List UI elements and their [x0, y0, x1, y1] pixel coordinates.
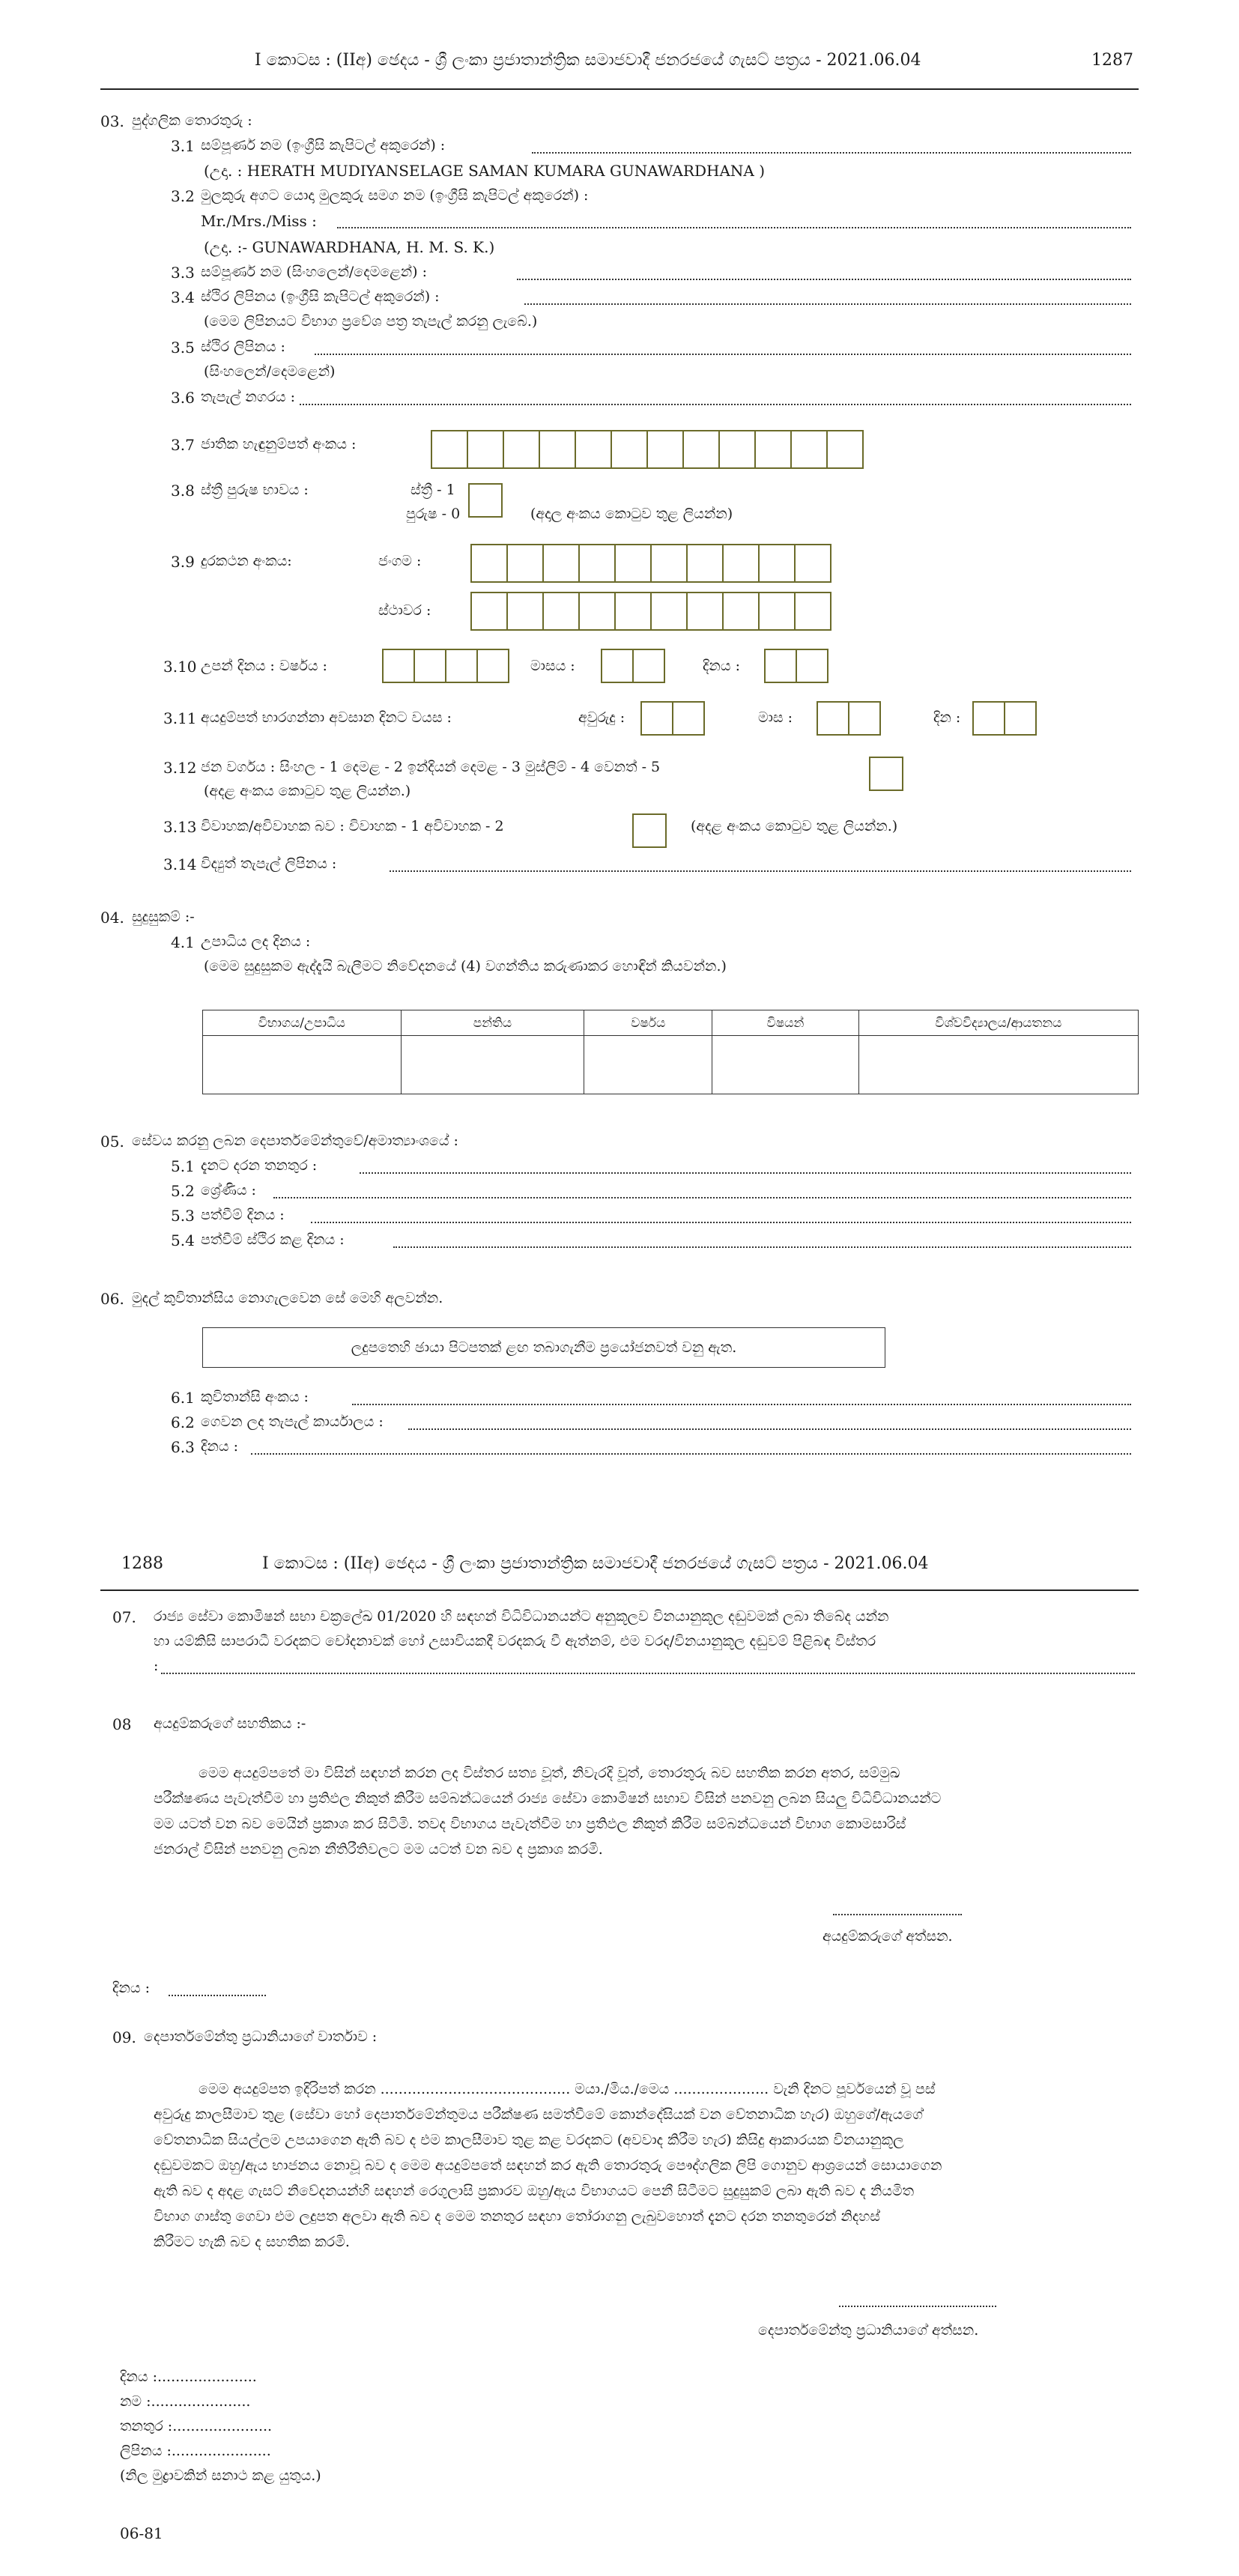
section-07-line1: රාජ්‍ය සේවා කොමිෂන් සභා චක්‍රලේඛ 01/2020 හි සඳහන් විධිවිධානයන්ට අනුකූලව විනයානුකූල දඬුවමක් ලබා තිබේද යන්න [154, 1608, 889, 1625]
item-3-6-number: 3.6 [171, 389, 195, 407]
item-3-6-label: තැපැල් නගරය : [201, 389, 296, 405]
birth-day-digit-box[interactable] [764, 649, 797, 683]
page2-header-title: I කොටස : (IIඅ) ඡෙදය - ශ්‍රී ලංකා ප්‍රජාතාන්ත්‍රික සමාජවාදී ජනරජයේ ගැසට් පත්‍රය - 2021.06.04 [262, 1554, 929, 1573]
age-months-label: මාස : [758, 709, 793, 726]
item-3-2-label: මුලකුරු අගට යොදා මුලකුරු සමග නම (ඉංග්‍රීසි කැපිටල් අකුරෙන්) : [201, 187, 589, 204]
fixed-digit-box[interactable] [542, 592, 580, 631]
qualifications-table [202, 1010, 1139, 1094]
item-5-4-number: 5.4 [171, 1231, 195, 1249]
item-3-10-number: 3.10 [163, 658, 197, 676]
item-3-12-label: ජන වර්ගය : සිංහල - 1 දෙමළ - 2 ඉන්දියන් දෙමළ - 3 මුස්ලිම් - 4 වෙනත් - 5 [201, 759, 661, 775]
page2-number: 1288 [121, 1554, 163, 1573]
item-6-2-label: ගෙවන ලද තැපැල් කාර්යාලය : [201, 1413, 384, 1430]
item-3-3-label: සම්පූර්ණ නම (සිංහලෙන්/දෙමළෙන්) : [201, 264, 428, 280]
item-5-2-label: ශ්‍රේණිය : [201, 1182, 256, 1198]
item-3-7-label: ජාතික හැඳුනුම්පත් අංකය : [201, 436, 357, 452]
full-name-english-field[interactable] [532, 152, 1131, 154]
age-days-label: දින : [933, 709, 961, 726]
item-5-1-label: දැනට දරන තනතුර : [201, 1157, 318, 1174]
birth-year-digit-box[interactable] [413, 649, 446, 683]
nic-digit-box[interactable] [611, 430, 648, 469]
mobile-label: ජංගම : [378, 553, 422, 569]
fixed-digit-box[interactable] [686, 592, 724, 631]
applicant-signature-field[interactable] [833, 1914, 962, 1915]
header-year: වර්ෂය [584, 1010, 712, 1036]
item-3-7-number: 3.7 [171, 436, 195, 454]
fixed-digit-box[interactable] [470, 592, 508, 631]
item-6-1-number: 6.1 [171, 1389, 195, 1407]
cell-class[interactable] [401, 1036, 584, 1094]
footer-post-field[interactable]: තනතුර :...................... [120, 2418, 273, 2434]
postal-town-field[interactable] [300, 404, 1131, 405]
footer-date-field[interactable]: දිනය :...................... [120, 2369, 257, 2385]
marital-status-code-box[interactable] [632, 813, 667, 848]
cell-year[interactable] [584, 1036, 712, 1094]
item-3-10-label: උපන් දිනය : වර්ෂය : [201, 658, 327, 674]
item-3-8-note: (අදාල අංකය කොටුව තුළ ලියන්න) [530, 506, 733, 522]
cell-exam-degree[interactable] [203, 1036, 402, 1094]
mobile-digit-box[interactable] [650, 544, 688, 583]
item-3-2-title-prefix: Mr./Mrs./Miss : [201, 212, 317, 230]
header-rule [100, 88, 1139, 90]
item-4-1-number: 4.1 [171, 933, 195, 951]
section-05-number: 05. [100, 1133, 124, 1151]
age-years-label: අවුරුදු : [578, 709, 625, 726]
mobile-digit-box[interactable] [686, 544, 724, 583]
birth-year-digit-box[interactable] [445, 649, 478, 683]
confirmation-date-field[interactable] [393, 1246, 1131, 1248]
gender-female-code: ස්ත්‍රී - 1 [411, 482, 455, 498]
header-university-institute: විශ්වවිද්‍යාලය/ආයතනය [858, 1010, 1138, 1036]
mobile-digit-box[interactable] [758, 544, 796, 583]
nic-digit-box[interactable] [467, 430, 504, 469]
item-3-5-label: ස්ථිර ලිපිනය : [201, 339, 285, 355]
birth-year-digit-box[interactable] [382, 649, 415, 683]
item-3-9-number: 3.9 [171, 553, 195, 571]
name-with-initials-field[interactable] [337, 227, 1131, 228]
declaration-line-3: මම යටත් වන බව මෙයින් ප්‍රකාශ කර සිටිමි. තවද විභාගය පැවැත්වීම හා ප්‍රතිඵල නිකුත් කිරීම සම්බන්ධයෙන් විභාග කොමසාරිස් [154, 1816, 906, 1832]
qualifications-table-entry-row[interactable] [203, 1036, 1139, 1094]
section-06-title: මුදල් කුවිතාන්සිය නොගැලවෙන සේ මෙහි අලවන්න. [132, 1290, 443, 1306]
report-line-1: මෙම අයදුම්පත ඉදිරිපත් කරන .......................................... මයා./මිය./මෙය ..................... වැනි දිනට පූර්වයෙන් වූ පස් [199, 2081, 936, 2097]
age-days-digit-box[interactable] [972, 701, 1005, 736]
ethnicity-code-box[interactable] [869, 757, 903, 791]
nic-digit-box[interactable] [826, 430, 864, 469]
item-5-2-number: 5.2 [171, 1182, 195, 1200]
footer-address-field[interactable]: ලිපිනය :...................... [120, 2443, 271, 2459]
nic-digit-box[interactable] [754, 430, 792, 469]
page-header-title: I කොටස : (IIඅ) ඡෙදය - ශ්‍රී ලංකා ප්‍රජාතාන්ත්‍රික සමාජවාදී ජනරජයේ ගැසට් පත්‍රය - 2021.06.04 [255, 51, 921, 70]
birth-month-digit-box[interactable] [601, 649, 634, 683]
item-3-13-note: (අදළ අංකය කොටුව තුළ ලියන්න.) [691, 818, 898, 834]
page2-header-rule [100, 1589, 1139, 1591]
email-field[interactable] [390, 870, 1131, 872]
mobile-digit-box[interactable] [470, 544, 508, 583]
item-3-5-note: (සිංහලෙන්/දෙමළෙන්) [204, 363, 336, 380]
appointment-date-field[interactable] [311, 1222, 1131, 1223]
section-07-line2: හා යම්කිසි සාපරාධී වරදකට චෝදනාවක් හෝ උසාවියකදී වරදකරු වී ඇත්නම්, එම වරද/විනයානුකූල දඬුවම් පිළිබඳ විස්තර [154, 1633, 876, 1649]
birth-day-digit-box[interactable] [796, 649, 828, 683]
item-3-4-number: 3.4 [171, 288, 195, 306]
item-3-13-number: 3.13 [163, 818, 197, 836]
item-3-11-label: අයදුම්පත් භාරගන්නා අවසාන දිනට වයස : [201, 709, 452, 726]
section-03-number: 03. [100, 112, 124, 130]
item-3-12-note: (අදළ අංකය කොටුව තුළ ලියන්න.) [204, 783, 411, 799]
section-07-number: 07. [112, 1608, 136, 1626]
item-5-4-label: පත්වීම් ස්ථිර කළ දිනය : [201, 1231, 345, 1248]
applicant-declaration-text [154, 1760, 1135, 1862]
fixed-digit-box[interactable] [794, 592, 831, 631]
item-3-8-number: 3.8 [171, 482, 195, 500]
cell-subjects[interactable] [712, 1036, 859, 1094]
fixed-digit-box[interactable] [578, 592, 616, 631]
footer-name-field[interactable]: නම :...................... [120, 2393, 251, 2410]
fixed-digit-box[interactable] [758, 592, 796, 631]
header-class: පන්තිය [401, 1010, 584, 1036]
page-number: 1287 [1091, 51, 1133, 70]
section-04-number: 04. [100, 909, 124, 927]
section-05-title: සේවය කරනු ලබන දෙපාර්තමේන්තුවේ/අමාත්‍යාංශයේ : [132, 1133, 458, 1149]
section-03-title: පුද්ගලික තොරතුරු : [132, 112, 252, 129]
item-6-1-label: කුවිතාන්සි අංකය : [201, 1389, 309, 1405]
section-06-number: 06. [100, 1290, 124, 1308]
applicant-date-label: දිනය : [112, 1980, 150, 1996]
item-3-5-number: 3.5 [171, 339, 195, 357]
fixed-phone-label: ස්ථාවර : [378, 602, 431, 619]
age-months-digit-box[interactable] [817, 701, 849, 736]
nic-digit-box[interactable] [575, 430, 612, 469]
permanent-address-sinhala-field[interactable] [315, 354, 1131, 355]
age-years-digit-box[interactable] [640, 701, 673, 736]
mobile-digit-box[interactable] [506, 544, 544, 583]
mobile-digit-box[interactable] [614, 544, 652, 583]
current-post-field[interactable] [360, 1172, 1131, 1174]
receipt-date-field[interactable] [251, 1453, 1131, 1455]
report-line-3: වේතනාධික සියල්ලම උපයාගෙන ඇති බව ද එම කාලසීමාව තුළ කළ වරදකට (අවවාද කිරීම හැර) කිසිදු ආකාරයක විනයානුකූල [154, 2132, 904, 2148]
item-3-8-label: ස්ත්‍රී පුරුෂ භාවය : [201, 482, 309, 498]
item-3-2-example: (උදා. :- GUNAWARDHANA, H. M. S. K.) [204, 238, 495, 256]
fixed-digit-box[interactable] [614, 592, 652, 631]
item-6-3-label: දිනය : [201, 1438, 238, 1455]
item-3-1-number: 3.1 [171, 137, 195, 155]
mobile-digit-box[interactable] [578, 544, 616, 583]
report-line-5: ඇති බව ද අදළ ගැසට් නිවේදනයන්හි සඳහන් රෙගුලාසි ප්‍රකාරව ඔහු/ඇය විභාගයට පෙනී සිටීමට සුදුසුකම් ලබා ඇති බව ද නියමිත [154, 2183, 915, 2199]
official-seal-note: (නිල මුද්‍රාවකින් සනාථ කළ යුතුය.) [120, 2467, 321, 2484]
header-subjects: විෂයන් [712, 1010, 859, 1036]
item-6-2-number: 6.2 [171, 1413, 195, 1431]
applicant-signature-label: අයදුම්කරුගේ අත්සන. [823, 1928, 953, 1945]
birth-month-digit-box[interactable] [632, 649, 665, 683]
item-5-3-number: 5.3 [171, 1207, 195, 1225]
report-line-6: විභාග ගාස්තු ගෙවා එම ලදුපත අලවා ඇති බව ද මෙම තනතුර සඳහා තෝරාගනු ලැබුවහොත් දැනට දරන තනතුරෙන් නිදහස් [154, 2208, 880, 2225]
nic-digit-box[interactable] [539, 430, 576, 469]
grade-field[interactable] [273, 1197, 1131, 1198]
head-signature-label: දෙපාර්තමේන්තු ප්‍රධානියාගේ අත්සන. [758, 2322, 979, 2339]
item-3-1-example: (උදා. : HERATH MUDIYANSELAGE SAMAN KUMARA GUNAWARDHANA ) [204, 162, 766, 180]
paid-post-office-field[interactable] [408, 1428, 1131, 1430]
applicant-date-field[interactable] [169, 1995, 266, 1996]
nic-digit-box[interactable] [431, 430, 468, 469]
receipt-number-field[interactable] [352, 1404, 1131, 1405]
nic-digit-box[interactable] [503, 430, 540, 469]
item-3-2-number: 3.2 [171, 187, 195, 205]
report-line-7: කිරීමට හැකි බව ද සහතික කරමි. [154, 2234, 350, 2250]
item-3-14-number: 3.14 [163, 855, 197, 873]
fixed-digit-box[interactable] [506, 592, 544, 631]
item-3-14-label: විද්‍යුත් තැපැල් ලිපිනය : [201, 855, 337, 872]
nic-digit-box[interactable] [646, 430, 684, 469]
receipt-paste-box[interactable] [202, 1327, 885, 1368]
age-years-digit-box[interactable] [672, 701, 705, 736]
declaration-line-4: ජනරාල් විසින් පනවනු ලබන නීතිරීතිවලට මම යටත් වන බව ද ප්‍රකාශ කරමි. [154, 1841, 603, 1858]
fixed-digit-box[interactable] [650, 592, 688, 631]
declaration-line-1: මෙම අයදුම්පතේ මා විසින් සඳහන් කරන ලද විස්තර සත්‍ය වූත්, නිවැරදි වූත්, තොරතුරු බව සහතික කරන අතර, සම්මුඛ [199, 1765, 900, 1781]
head-of-department-report-text [154, 2076, 1135, 2255]
nic-digit-box[interactable] [718, 430, 756, 469]
section-08-number: 08 [112, 1715, 132, 1733]
permanent-address-english-field[interactable] [524, 303, 1131, 305]
item-5-3-label: පත්වීම් දිනය : [201, 1207, 285, 1223]
gender-code-box[interactable] [468, 483, 503, 518]
cell-university-institute[interactable] [858, 1036, 1138, 1094]
disciplinary-details-field[interactable] [161, 1673, 1135, 1674]
item-5-1-number: 5.1 [171, 1157, 195, 1175]
birth-month-label: මාසය : [530, 658, 575, 674]
item-3-9-label: දුරකථන අංකය: [201, 553, 292, 569]
document-code: 06-81 [120, 2524, 163, 2542]
item-4-1-label: උපාධිය ලද දිනය : [201, 933, 311, 950]
declaration-line-2: පරීක්ෂණය පැවැත්වීම හා ප්‍රතිඵල නිකුත් කිරීම සම්බන්ධයෙන් රාජ්‍ය සේවා කොමිෂන් සභාව විසින් පනවනු ලබන සියලු විධිවිධානයන්ට [154, 1790, 942, 1807]
section-07-line3: : [154, 1658, 159, 1674]
full-name-sinhala-field[interactable] [517, 279, 1131, 280]
mobile-digit-box[interactable] [794, 544, 831, 583]
section-08-title: අයදුම්කරුගේ සහතිකය :- [154, 1715, 306, 1732]
item-3-12-number: 3.12 [163, 759, 197, 777]
section-09-title: දෙපාර්තමේන්තු ප්‍රධානියාගේ වාර්තාව : [144, 2028, 378, 2045]
birth-day-label: දිනය : [703, 658, 740, 674]
mobile-digit-box[interactable] [722, 544, 760, 583]
header-exam-degree: විභාගය/උපාධිය [203, 1010, 402, 1036]
report-line-2: අවුරුදු කාලසීමාව තුළ (සේවා හෝ දෙපාර්තමේන්තුමය පරීක්ෂණ සමත්වීමේ කොන්දේසියක් වන වේතනාධික හැර) ඔහුගේ/ඇයගේ [154, 2106, 923, 2123]
gender-male-code: පුරුෂ - 0 [406, 506, 461, 522]
receipt-paste-box-text: ලදුපතෙහි ඡායා පිටපතක් ළඟ තබාගැනීම ප්‍රයෝජනවත් වනු ඇත. [351, 1339, 737, 1356]
section-09-number: 09. [112, 2028, 136, 2046]
item-6-3-number: 6.3 [171, 1438, 195, 1456]
item-3-4-note: (මෙම ලිපිනයට විභාග ප්‍රවේශ පත්‍ර තැපැල් කරනු ලැබේ.) [204, 313, 538, 330]
item-3-4-label: ස්ථිර ලිපිනය (ඉංග්‍රීසි කැපිටල් අකුරෙන්) : [201, 288, 440, 305]
fixed-digit-box[interactable] [722, 592, 760, 631]
item-3-13-label: විවාහක/අවිවාහක බව : විවාහක - 1 අවිවාහක - 2 [201, 818, 504, 834]
birth-year-digit-box[interactable] [476, 649, 509, 683]
nic-digit-box[interactable] [790, 430, 828, 469]
item-4-1-note: (මෙම සුදුසුකම ඇද්දැයි බැලීමට නිවේදනයේ (4) වගන්තිය කරුණාකර හොඳින් කියවන්න.) [204, 958, 727, 975]
qualifications-table-header-row [203, 1010, 1139, 1036]
mobile-digit-box[interactable] [542, 544, 580, 583]
section-04-title: සුදුසුකම් :- [132, 909, 195, 925]
age-months-digit-box[interactable] [848, 701, 881, 736]
item-3-1-label: සම්පූර්ණ නම (ඉංග්‍රීසි කැපිටල් අකුරෙන්) : [201, 137, 446, 154]
report-line-4: දඬුවමකට ඔහු/ඇය භාජනය නොවූ බව ද මෙම අයදුම්පතේ සඳහන් කර ඇති තොරතුරු පෞද්ගලික ලිපි ගොනුව ආශ්‍රයෙන් සොයාගෙන [154, 2157, 942, 2174]
item-3-11-number: 3.11 [163, 709, 197, 727]
head-signature-field[interactable] [839, 2306, 996, 2307]
item-3-3-number: 3.3 [171, 264, 195, 282]
nic-digit-box[interactable] [682, 430, 720, 469]
age-days-digit-box[interactable] [1004, 701, 1037, 736]
